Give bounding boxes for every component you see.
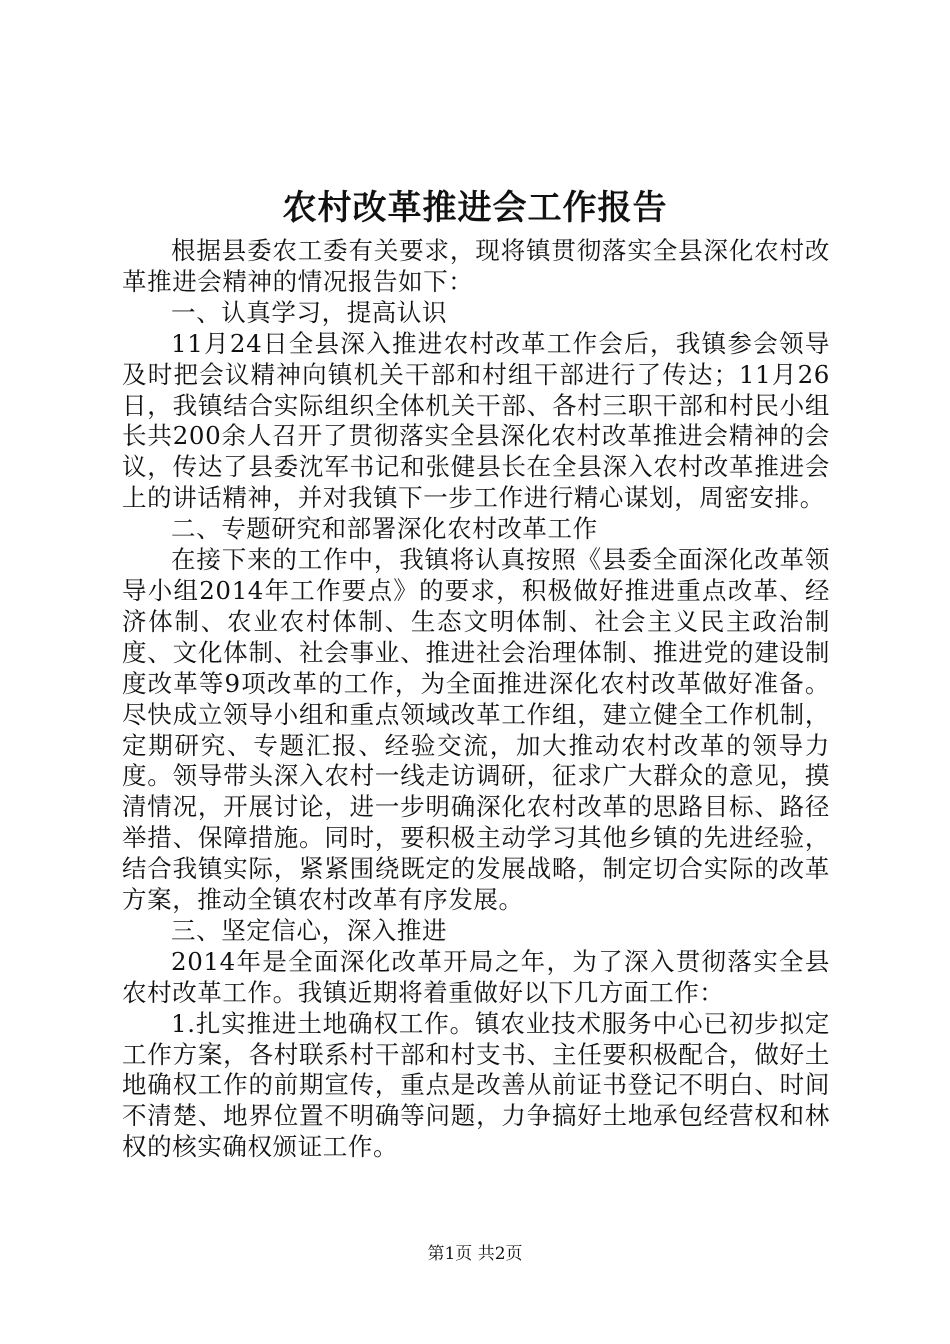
section-1-paragraph: 11月24日全县深入推进农村改革工作会后，我镇参会领导及时把会议精神向镇机关干部和村组干部进行了传达；11月26日，我镇结合实际组织全体机关干部、各村三职干部和村民小组长共200余人召开了贯彻落实全县深化农村改革推进会精神的会议，传达了县委沈军书记和张健县长在全县深入农村改革推进会上的讲话精神，并对我镇下一步工作进行精心谋划，周密安排。: [122, 328, 830, 513]
section-3-item-1: 1.扎实推进土地确权工作。镇农业技术服务中心已初步拟定工作方案，各村联系村干部和村支书、主任要积极配合，做好土地确权工作的前期宣传，重点是改善从前证书登记不明白、时间不清楚、地界位置不明确等问题，力争搞好土地承包经营权和林权的核实确权颁证工作。: [122, 1008, 830, 1162]
document-body: [122, 236, 830, 1163]
section-heading-3: 三、坚定信心，深入推进: [171, 915, 448, 945]
section-3-paragraph: 2014年是全面深化改革开局之年，为了深入贯彻落实全县农村改革工作。我镇近期将着重做好以下几方面工作：: [122, 946, 830, 1007]
page-footer: 第1页 共2页: [427, 1244, 523, 1264]
document-title: 农村改革推进会工作报告: [282, 188, 668, 228]
section-heading-2: 二、专题研究和部署深化农村改革工作: [171, 514, 598, 544]
section-heading-1: 一、认真学习，提高认识: [171, 297, 448, 327]
intro-paragraph: 根据县委农工委有关要求，现将镇贯彻落实全县深化农村改革推进会精神的情况报告如下：: [122, 236, 830, 296]
section-2-paragraph: 在接下来的工作中，我镇将认真按照《县委全面深化改革领导小组2014年工作要点》的要求，积极做好推进重点改革、经济体制、农业农村体制、生态文明体制、社会主义民主政治制度、文化体制、社会事业、推进社会治理体制、推进党的建设制度改革等9项改革的工作，为全面推进深化农村改革做好准备。尽快成立领导小组和重点领域改革工作组，建立健全工作机制，定期研究、专题汇报、经验交流，加大推动农村改革的领导力度。领导带头深入农村一线走访调研，征求广大群众的意见，摸清情况，开展讨论，进一步明确深化农村改革的思路目标、路径举措、保障措施。同时，要积极主动学习其他乡镇的先进经验，结合我镇实际，紧紧围绕既定的发展战略，制定切合实际的改革方案，推动全镇农村改革有序发展。: [122, 545, 830, 915]
